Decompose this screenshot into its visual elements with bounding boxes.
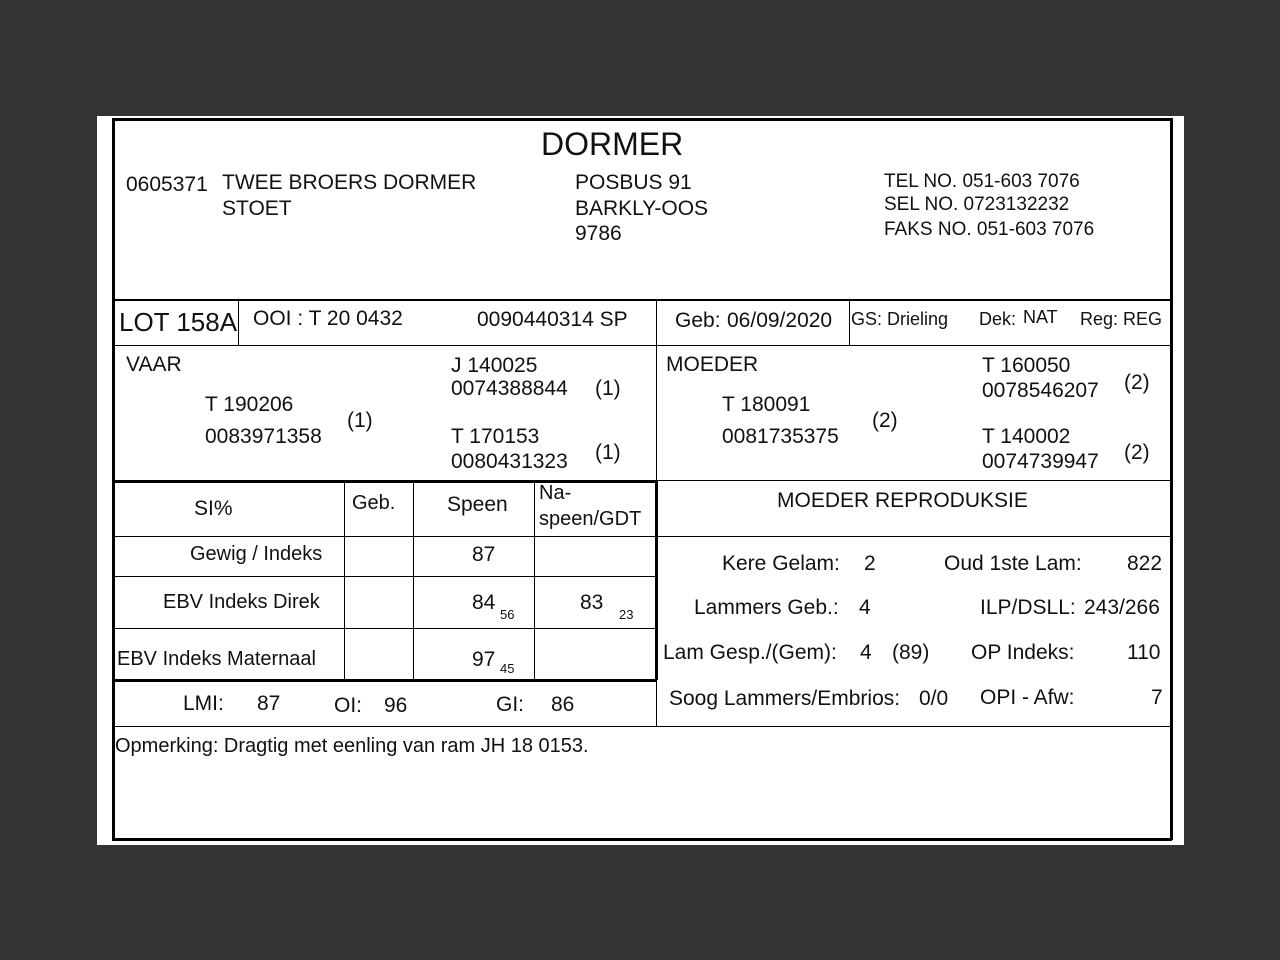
dam-dam-mark: (2) bbox=[1124, 441, 1150, 464]
gs-divider bbox=[849, 299, 850, 345]
repro-bottom-line bbox=[112, 726, 1172, 727]
oud-1ste-lam-label: Oud 1ste Lam: bbox=[944, 552, 1082, 575]
gi-value: 86 bbox=[551, 693, 575, 716]
row-label-ebv-direk: EBV Indeks Direk bbox=[163, 591, 320, 613]
center-divider-top bbox=[656, 299, 657, 482]
frame-right bbox=[1170, 118, 1173, 840]
breeder-name-line1: TWEE BROERS DORMER bbox=[222, 171, 477, 194]
perf-col-divider-1 bbox=[344, 482, 345, 680]
breeder-name-line2: STOET bbox=[222, 197, 292, 220]
sire-dam-code: T 170153 bbox=[451, 425, 540, 448]
frame-top bbox=[112, 118, 1172, 121]
dam-sire-mark: (2) bbox=[1124, 371, 1150, 394]
soog-lammers-label: Soog Lammers/Embrios: bbox=[669, 687, 901, 710]
registration: Reg: REG bbox=[1080, 309, 1163, 329]
dam-dam-code: T 140002 bbox=[982, 425, 1071, 448]
perf-row-line-1 bbox=[112, 576, 657, 577]
catalog-card bbox=[97, 116, 1184, 845]
perf-table-right-border bbox=[655, 480, 658, 680]
oi-label: OI: bbox=[334, 694, 363, 717]
dam-label: MOEDER bbox=[666, 353, 759, 376]
sel-number: SEL NO. 0723132232 bbox=[884, 194, 1070, 215]
address-line1: POSBUS 91 bbox=[575, 171, 692, 194]
sire-dam-number: 0080431323 bbox=[451, 450, 568, 473]
mating-type: NAT bbox=[1023, 307, 1058, 327]
breed-title: DORMER bbox=[541, 126, 684, 162]
perf-header-si: SI% bbox=[194, 497, 233, 520]
lot-row-bottom-line bbox=[112, 345, 1172, 346]
perf-header-speen: Speen bbox=[447, 493, 508, 516]
row-gewig-speen: 87 bbox=[472, 543, 496, 566]
sire-sire-code: J 140025 bbox=[451, 354, 538, 377]
perf-row-line-2 bbox=[112, 628, 657, 629]
sire-sire-mark: (1) bbox=[595, 377, 621, 400]
lot-number: LOT 158A bbox=[119, 307, 238, 337]
row-direk-naspeen: 83 bbox=[580, 591, 604, 614]
ilp-dsll-label: ILP/DSLL: bbox=[980, 596, 1076, 619]
address-line3: 9786 bbox=[575, 222, 622, 245]
birth-date-label: Geb: bbox=[675, 309, 721, 332]
opi-afw-label: OPI - Afw: bbox=[980, 686, 1075, 709]
ewe-id: OOI : T 20 0432 bbox=[253, 307, 403, 330]
dam-number: 0081735375 bbox=[722, 425, 839, 448]
row-maternaal-speen-sub: 45 bbox=[500, 661, 515, 676]
birth-date: 06/09/2020 bbox=[727, 309, 833, 332]
perf-header-line bbox=[112, 536, 1172, 537]
lot-row-top-line bbox=[112, 299, 1172, 301]
repro-title: MOEDER REPRODUKSIE bbox=[777, 489, 1028, 512]
lot-divider bbox=[238, 299, 239, 345]
center-divider-bottom bbox=[656, 680, 657, 726]
sire-code: T 190206 bbox=[205, 393, 294, 416]
lmi-value: 87 bbox=[257, 692, 281, 715]
perf-header-geb: Geb. bbox=[352, 492, 396, 514]
lammers-geb-value: 4 bbox=[859, 596, 871, 619]
frame-left bbox=[112, 118, 115, 840]
oi-value: 96 bbox=[384, 694, 408, 717]
address-line2: BARKLY-OOS bbox=[575, 197, 709, 220]
perf-col-divider-2 bbox=[413, 482, 414, 680]
dam-sire-code: T 160050 bbox=[982, 354, 1071, 377]
lam-gem-value: (89) bbox=[892, 641, 930, 664]
lam-gesp-value: 4 bbox=[860, 641, 872, 664]
birth-status: GS: Drieling bbox=[851, 309, 949, 329]
row-direk-naspeen-sub: 23 bbox=[619, 607, 634, 622]
lam-gesp-label: Lam Gesp./(Gem): bbox=[663, 641, 837, 664]
dam-mark: (2) bbox=[872, 409, 898, 432]
perf-header-naspeen-1: Na- bbox=[539, 482, 572, 504]
ilp-dsll-value: 243/266 bbox=[1084, 596, 1160, 619]
row-direk-speen-sub: 56 bbox=[500, 607, 515, 622]
row-direk-speen: 84 bbox=[472, 591, 496, 614]
sire-label: VAAR bbox=[126, 353, 182, 376]
pedigree-bottom-line-left bbox=[112, 480, 657, 483]
kere-gelam-value: 2 bbox=[864, 552, 876, 575]
dam-dam-number: 0074739947 bbox=[982, 450, 1099, 473]
ewe-number: 0090440314 SP bbox=[477, 308, 628, 331]
sire-dam-mark: (1) bbox=[595, 441, 621, 464]
row-maternaal-speen: 97 bbox=[472, 648, 496, 671]
dam-code: T 180091 bbox=[722, 393, 811, 416]
sire-number: 0083971358 bbox=[205, 425, 322, 448]
faks-number: FAKS NO. 051-603 7076 bbox=[884, 219, 1095, 240]
perf-header-naspeen-2: speen/GDT bbox=[539, 508, 642, 530]
breeder-number: 0605371 bbox=[126, 173, 208, 196]
gi-label: GI: bbox=[496, 693, 525, 716]
row-label-ebv-maternaal: EBV Indeks Maternaal bbox=[117, 648, 316, 670]
lammers-geb-label: Lammers Geb.: bbox=[694, 596, 839, 619]
tel-number: TEL NO. 051-603 7076 bbox=[884, 171, 1080, 192]
sire-sire-number: 0074388844 bbox=[451, 377, 568, 400]
remark: Opmerking: Dragtig met eenling van ram JH 18 0153. bbox=[115, 735, 589, 757]
perf-col-divider-3 bbox=[534, 482, 535, 680]
opi-afw-value: 7 bbox=[1151, 686, 1163, 709]
frame-bottom bbox=[112, 838, 1172, 841]
row-label-gewig: Gewig / Indeks bbox=[190, 543, 323, 565]
mating-label: Dek: bbox=[979, 309, 1017, 329]
soog-lammers-value: 0/0 bbox=[919, 687, 949, 710]
pedigree-bottom-line-right bbox=[657, 480, 1172, 481]
op-indeks-label: OP Indeks: bbox=[971, 641, 1075, 664]
dam-sire-number: 0078546207 bbox=[982, 379, 1099, 402]
sire-mark: (1) bbox=[347, 409, 373, 432]
oud-1ste-lam-value: 822 bbox=[1127, 552, 1163, 575]
kere-gelam-label: Kere Gelam: bbox=[722, 552, 840, 575]
lmi-label: LMI: bbox=[183, 692, 224, 715]
perf-bottom-line bbox=[112, 679, 657, 682]
op-indeks-value: 110 bbox=[1127, 641, 1161, 664]
